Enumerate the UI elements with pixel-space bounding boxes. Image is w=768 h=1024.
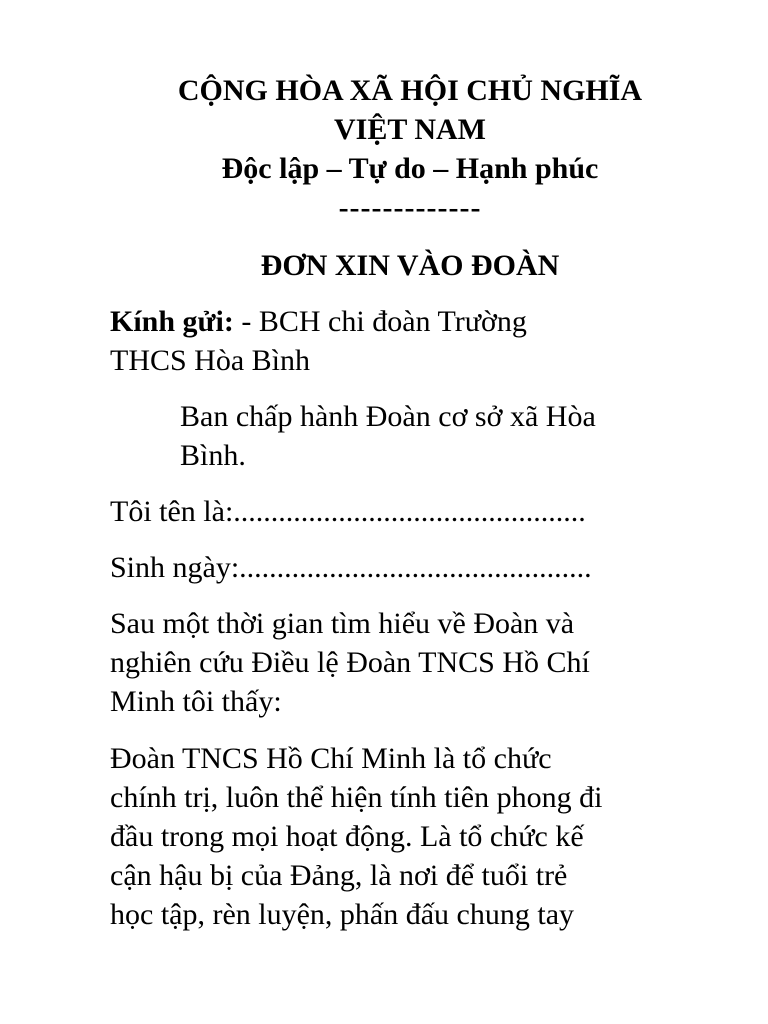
- recipient-line2: THCS Hòa Bình: [110, 344, 311, 377]
- document-title: ĐƠN XIN VÀO ĐOÀN: [260, 249, 560, 282]
- recipient-first: - BCH chi đoàn Trường: [233, 305, 527, 338]
- paragraph2-line: cận hậu bị của Đảng, là nơi để tuổi trẻ: [110, 859, 568, 892]
- national-title-line1: CỘNG HÒA XÃ HỘI CHỦ NGHĨA: [177, 74, 643, 107]
- paragraph2-line: học tập, rèn luyện, phấn đấu chung tay: [110, 898, 575, 931]
- recipient-second-line2: Bình.: [180, 439, 246, 472]
- paragraph2-line: chính trị, luôn thể hiện tính tiên phong đi: [110, 781, 603, 814]
- national-title-line2: VIỆT NAM: [334, 113, 486, 146]
- header-separator: -------------: [338, 191, 482, 224]
- paragraph2-line: đầu trong mọi hoạt động. Là tổ chức kế: [110, 820, 584, 853]
- paragraph2-line: Đoàn TNCS Hồ Chí Minh là tổ chức: [110, 742, 552, 775]
- recipient-line1: [110, 302, 527, 341]
- paragraph1-line: Sau một thời gian tìm hiểu về Đoàn và: [110, 607, 575, 640]
- name-field: Tôi tên là:...............................................: [110, 495, 586, 528]
- recipient-second-line1: Ban chấp hành Đoàn cơ sở xã Hòa: [180, 400, 596, 433]
- recipient-label: Kính gửi:: [110, 305, 234, 338]
- paragraph1-line: nghiên cứu Điều lệ Đoàn TNCS Hồ Chí: [110, 646, 590, 679]
- national-motto: Độc lập – Tự do – Hạnh phúc: [221, 152, 599, 185]
- paragraph1-line: Minh tôi thấy:: [110, 685, 282, 718]
- dob-field: Sinh ngày:...............................................: [110, 551, 592, 584]
